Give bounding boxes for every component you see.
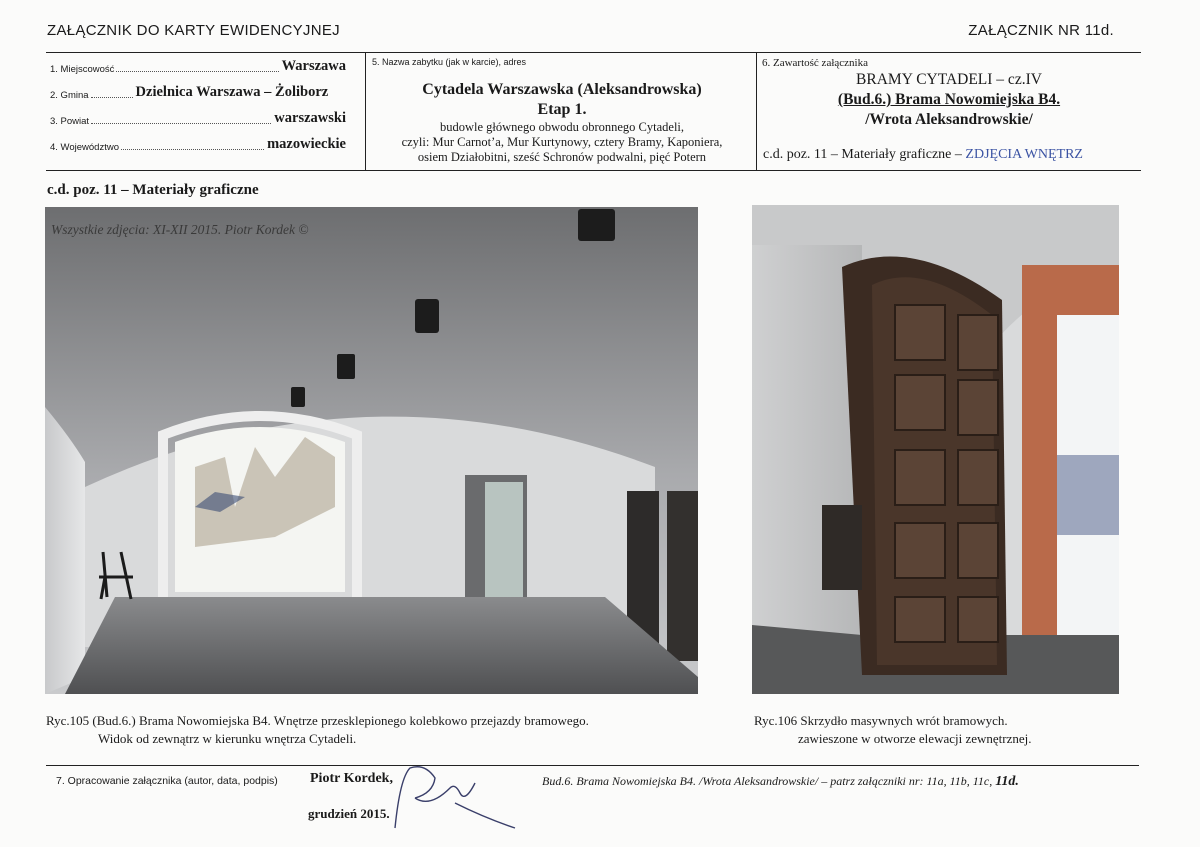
gate-interior-image [45,207,698,694]
monument-desc-1: budowle głównego obwodu obronnego Cytadeli, [439,120,685,134]
caption-106-line2: zawieszone w otworze elewacji zewnętrznej. [798,731,1032,746]
monument-name: Cytadela Warszawska (Aleksandrowska) [422,81,702,98]
contents-gate-name: /Wrota Aleksandrowskie/ [865,111,1033,128]
photo-gate-door [752,205,1119,694]
gate-door-image [752,205,1119,694]
contents-footer: c.d. poz. 11 – Materiały graficzne – ZDJĘCIA WNĘTRZ [763,147,1083,162]
contents-building: (Bud.6.) Brama Nowomiejska B4. [837,91,1061,108]
field-miejscowosc: 1. Miejscowość Warszawa [50,58,346,75]
contents-highlight: ZDJĘCIA WNĘTRZ [965,147,1083,162]
attachment-title: ZAŁĄCZNIK DO KARTY EWIDENCYJNEJ [47,22,340,39]
table-top-rule [46,52,1141,53]
monument-label: 5. Nazwa zabytku (jak w karcie), adres [372,57,527,67]
attachment-number: ZAŁĄCZNIK NR 11d. [968,22,1114,39]
footer-date: grudzień 2015. [308,806,390,821]
monument-desc-3: osiem Działobitni, sześć Schronów podwalni, pięć Potern [417,150,707,164]
section-title: c.d. poz. 11 – Materiały graficzne [47,182,259,198]
monument-desc-2: czyli: Mur Carnot’a, Mur Kurtynowy, cztery Bramy, Kaponiera, [401,135,723,149]
contents-label: 6. Zawartość załącznika [762,57,868,69]
contents-title: BRAMY CYTADELI – cz.IV [856,71,1042,88]
photo-watermark: Wszystkie zdjęcia: XI-XII 2015. Piotr Kordek © [51,222,309,237]
author-signature [355,758,525,838]
field-wojewodztwo: 4. Województwo mazowieckie [50,136,346,153]
field-gmina: 2. Gmina Dzielnica Warszawa – Żoliborz [50,84,329,101]
footer-rule [46,765,1139,766]
footer-label: 7. Opracowanie załącznika (autor, data, podpis) [56,775,278,787]
field-powiat: 3. Powiat warszawski [50,110,346,127]
footer-reference: Bud.6. Brama Nowomiejska B4. /Wrota Aleksandrowskie/ – patrz załączniki nr: 11a, 11b, 11c, 11d. [542,774,1019,789]
caption-106-line1: Ryc.106 Skrzydło masywnych wrót bramowych. [754,713,1008,728]
caption-105-line1: Ryc.105 (Bud.6.) Brama Nowomiejska B4. Wnętrze przesklepionego kolebkowo przejazdy bramowego. [46,713,589,728]
footer-reference-bold: 11d. [995,774,1019,789]
caption-105-line2: Widok od zewnątrz w kierunku wnętrza Cytadeli. [98,731,357,746]
monument-stage: Etap 1. [537,101,587,118]
photo-gate-interior [45,207,698,694]
table-bottom-rule [46,170,1141,171]
footer-author: Piotr Kordek, [310,771,393,786]
